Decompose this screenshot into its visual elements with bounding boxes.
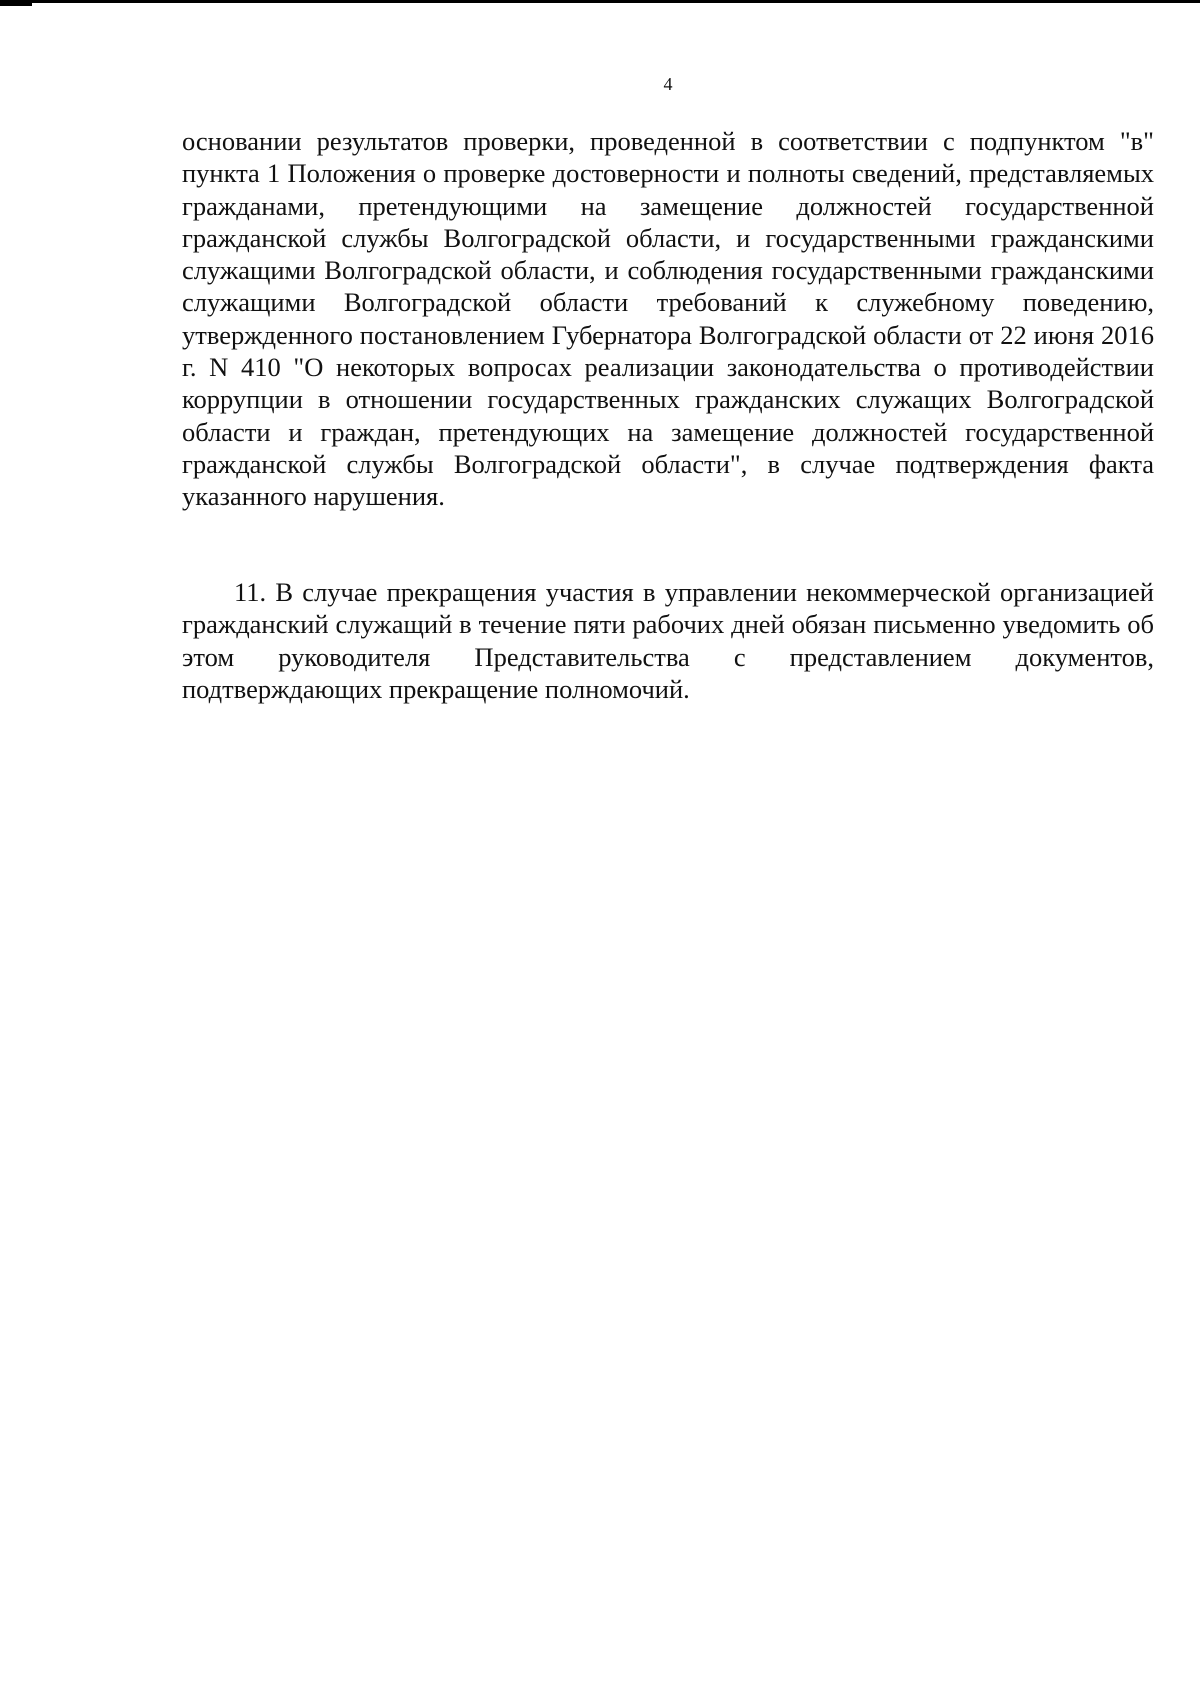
- scan-edge-mark: [0, 0, 32, 6]
- scan-edge-top: [0, 0, 1200, 3]
- paragraph-continuation: основании результатов проверки, проведенной в соответствии с подпунктом "в" пункта 1 Положения о проверке достоверности и полноты сведений, представляемых гражданами, претендующими на замещение должностей государственной гражданской службы Волгоградской области, и государственными гражданскими служащими Волгоградской области, и соблюдения государственными гражданскими служащими Волгоградской области требований к служебному поведению, утвержденного постановлением Губернатора Волгоградской области от 22 июня 2016 г. N 410 "О некоторых вопросах реализации законодательства о противодействии коррупции в отношении государственных гражданских служащих Волгоградской области и граждан, претендующих на замещение должностей государственной гражданской службы Волгоградской области", в случае подтверждения факта указанного нарушения.: [182, 126, 1154, 512]
- paragraph-11: 11. В случае прекращения участия в управлении некоммерческой организацией гражданский служащий в течение пяти рабочих дней обязан письменно уведомить об этом руководителя Представительства с представлением документов, подтверждающих прекращение полномочий.: [182, 577, 1154, 704]
- page-number: 4: [663, 74, 673, 94]
